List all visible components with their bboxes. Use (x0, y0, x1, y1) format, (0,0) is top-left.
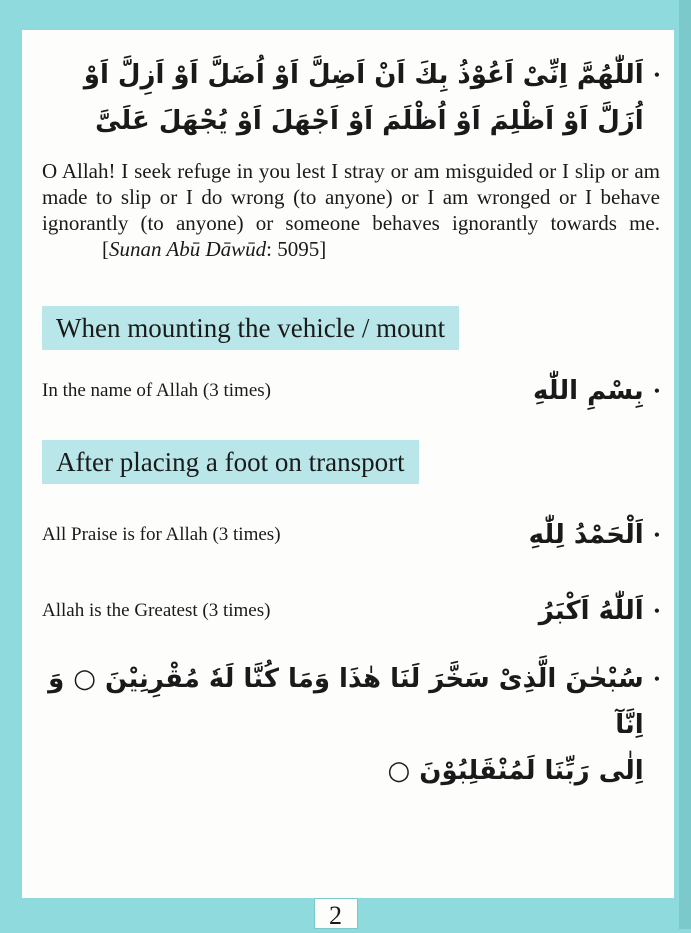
dua-translation (42, 158, 660, 262)
translation-alhamdulillah: All Praise is for Allah (3 times) (42, 524, 281, 545)
travel-dua-lines (42, 656, 644, 794)
translation-allahu-akbar: Allah is the Greatest (3 times) (42, 600, 271, 621)
arabic-alhamdulillah: اَلْحَمْدُ لِلّٰهِ (528, 520, 644, 550)
reference (102, 237, 326, 261)
item-bismillah (42, 368, 660, 414)
travel-dua-line-1: سُبْحٰنَ الَّذِىْ سَخَّرَ لَنَا هٰذَا وَمَا كُنَّا لَهٗ مُقْرِنِيْنَ ○ وَ اِنَّآ (48, 664, 644, 740)
translation-bismillah: In the name of Allah (3 times) (42, 380, 271, 401)
page-number-area (0, 898, 691, 929)
arabic-row-bismillah (533, 368, 660, 414)
travel-dua-line-2: اِلٰى رَبِّنَا لَمُنْقَلِبُوْنَ ○ (387, 756, 644, 786)
reference-number: : 5095] (266, 237, 327, 261)
item-alhamdulillah (42, 512, 660, 558)
dua-arabic-line-2: اُزَلَّ اَوْ اَظْلِمَ اَوْ اُظْلَمَ اَوْ اَجْهَلَ اَوْ يُجْهَلَ عَلَىَّ (95, 106, 644, 136)
bullet: • (653, 381, 660, 401)
dua-arabic-line-1: اَللّٰهُمَّ اِنِّىْ اَعُوْذُ بِكَ اَنْ اَضِلَّ اَوْ اُضَلَّ اَوْ اَزِلَّ اَوْ (83, 60, 644, 90)
travel-dua (42, 656, 660, 794)
arabic-row-allahu-akbar (539, 588, 660, 634)
dua-arabic-lines (42, 52, 644, 144)
bullet: • (653, 65, 660, 85)
section-heading-foot: After placing a foot on transport (42, 440, 419, 484)
dua-arabic (42, 52, 660, 144)
bullet: • (653, 601, 660, 621)
book-page (22, 30, 674, 898)
reference-bracket: [ (102, 237, 109, 261)
arabic-row-alhamdulillah (529, 512, 660, 558)
arabic-bismillah: بِسْمِ اللّٰهِ (532, 376, 644, 406)
translation-text: O Allah! I seek refuge in you lest I stray or am misguided or I slip or am made to slip or I do wrong (to anyone) or I am wronged or I behave ignorantly (to anyone) or someone behaves ignorantly towards me. (42, 159, 660, 235)
page-number: 2 (314, 898, 358, 929)
page-edge (679, 0, 691, 929)
bullet: • (653, 525, 660, 545)
section-heading-mounting: When mounting the vehicle / mount (42, 306, 459, 350)
reference-book: Sunan Abū Dāwūd (109, 237, 267, 261)
arabic-allahu-akbar: اَللّٰهُ اَكْبَرُ (538, 596, 644, 626)
bullet: • (653, 669, 660, 689)
item-allahu-akbar (42, 588, 660, 634)
